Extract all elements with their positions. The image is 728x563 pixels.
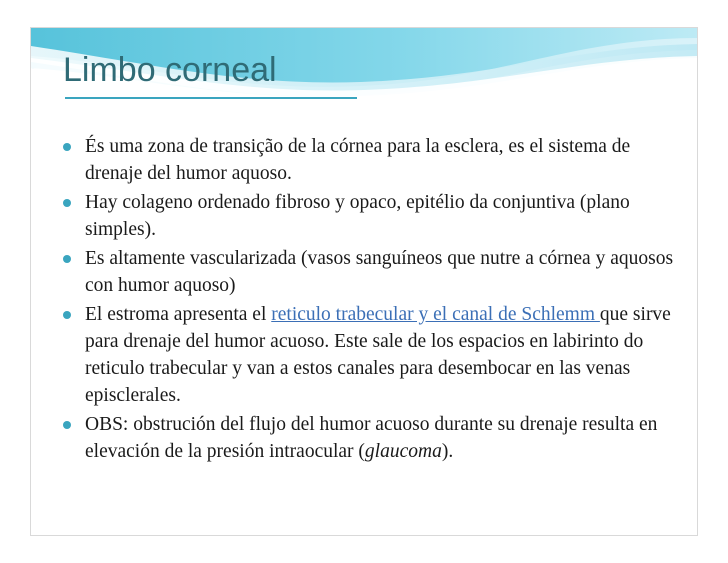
slide: [30, 27, 698, 536]
bullet-text: que sirve para drenaje del humor acuoso. Este sale de los espacios en labirinto do reticulo trabecular y van a estos canales para desembocar en las venas episclerales.: [85, 304, 671, 406]
bullet-text: ).: [441, 441, 454, 462]
bullet-text: Es altamente vascularizada (vasos sanguíneos que nutre a córnea y aquosos con humor aquoso): [85, 248, 674, 296]
bullet-dot-icon: [63, 199, 71, 207]
page-title: Limbo corneal: [63, 51, 277, 89]
bullet-list: [57, 133, 677, 465]
list-item: [57, 301, 677, 409]
bullet-text: És uma zona de transição de la córnea para la esclera, es el sistema de drenaje del humor aquoso.: [85, 136, 631, 184]
bullet-dot-icon: [63, 255, 71, 263]
bullet-dot-icon: [63, 143, 71, 151]
slide-body: [57, 133, 677, 467]
bullet-text: Hay colageno ordenado fibroso y opaco, epitélio da conjuntiva (plano simples).: [85, 192, 630, 240]
list-item: [57, 411, 677, 465]
bullet-text: OBS: obstrución del flujo del humor acuoso durante su drenaje resulta en elevación de la presión intraocular (: [85, 414, 658, 462]
list-item: [57, 189, 677, 243]
bullet-dot-icon: [63, 311, 71, 319]
list-item: [57, 245, 677, 299]
bullet-text-emphasis: glaucoma: [364, 441, 442, 462]
bullet-dot-icon: [63, 421, 71, 429]
bullet-text: El estroma apresenta el: [85, 304, 272, 325]
hyperlink-reticulo-trabecular[interactable]: reticulo trabecular y el canal de Schlemm: [271, 304, 600, 325]
list-item: [57, 133, 677, 187]
title-underline: [65, 97, 357, 99]
